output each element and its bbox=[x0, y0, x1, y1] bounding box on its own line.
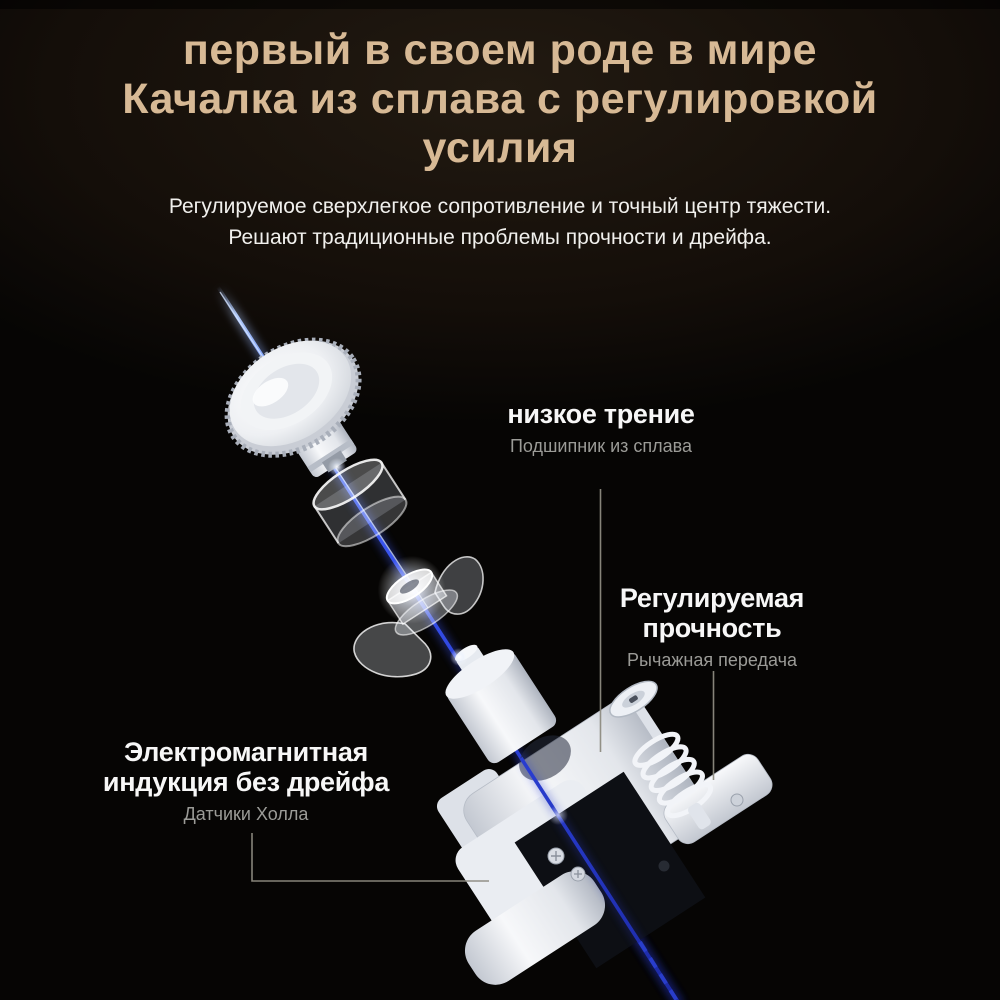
callout-em-induction-subtitle: Датчики Холла bbox=[183, 804, 309, 824]
callout-line-em-induction bbox=[252, 833, 489, 881]
callout-low-friction-title: низкое трение bbox=[507, 399, 695, 429]
callout-low-friction-subtitle: Подшипник из сплава bbox=[509, 436, 693, 456]
subtitle-line-1: Регулируемое сверхлегкое сопротивление и точный центр тяжести. bbox=[168, 195, 832, 218]
callout-adjustable-strength-title-line-1: Регулируемая bbox=[619, 583, 805, 613]
callout-em-induction bbox=[103, 737, 389, 825]
callout-adjustable-strength-title-line-2: прочность bbox=[642, 613, 782, 643]
callout-em-induction-title-line-1: Электромагнитная bbox=[123, 737, 369, 767]
callout-em-induction-title bbox=[103, 737, 389, 797]
page-subtitle bbox=[0, 191, 1000, 253]
title-line-2: Качалка из сплава с регулировкой bbox=[122, 75, 878, 123]
callout-em-induction-title-line-2: индукция без дрейфа bbox=[102, 767, 390, 797]
page-title bbox=[0, 26, 1000, 173]
title-line-1: первый в своем роде в мире bbox=[182, 26, 818, 74]
callout-low-friction bbox=[507, 399, 694, 457]
callout-adjustable-strength-title bbox=[620, 583, 804, 643]
callout-adjustable-strength-subtitle: Рычажная передача bbox=[627, 650, 797, 670]
title-line-3: усилия bbox=[422, 124, 578, 172]
subtitle-line-2: Решают традиционные проблемы прочности и дрейфа. bbox=[228, 226, 772, 249]
callout-adjustable-strength bbox=[620, 583, 804, 671]
